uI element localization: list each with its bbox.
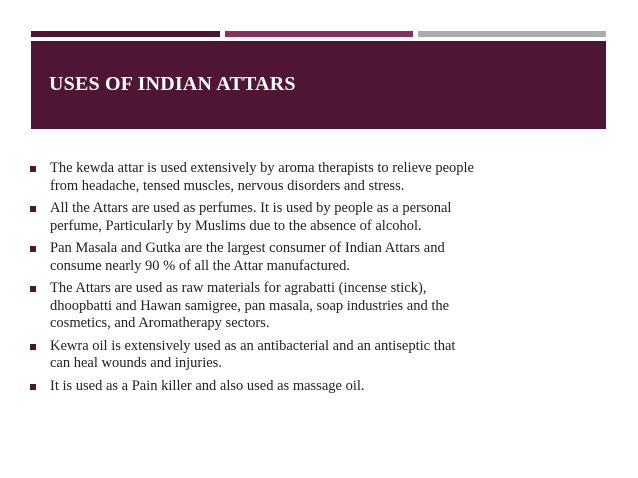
square-bullet-icon: [30, 384, 36, 390]
square-bullet-icon: [30, 246, 36, 252]
bullet-line: from headache, tensed muscles, nervous disorders and stress.: [50, 177, 405, 194]
bullet-line: dhoopbatti and Hawan samigree, pan masala, soap industries and the: [50, 297, 450, 314]
bullet-line: The Attars are used as raw materials for agrabatti (incense stick),: [50, 280, 427, 296]
bullet-item: [30, 280, 590, 333]
bullet-item: [30, 338, 590, 373]
bullet-line: consume nearly 90 % of all the Attar manufactured.: [50, 257, 350, 274]
bullet-item: [30, 378, 590, 396]
square-bullet-icon: [30, 344, 36, 350]
accent-bar-mid: [225, 31, 413, 37]
bullet-line: It is used as a Pain killer and also used as massage oil.: [50, 377, 365, 394]
bullet-line: cosmetics, and Aromatherapy sectors.: [50, 315, 270, 331]
bullet-line: Pan Masala and Gutka are the largest consumer of Indian Attars and: [50, 240, 445, 256]
title-band: [31, 41, 606, 129]
bullet-item: [30, 240, 590, 275]
bullet-line: All the Attars are used as perfumes. It is used by people as a personal: [50, 200, 452, 216]
square-bullet-icon: [30, 286, 36, 292]
bullet-item: [30, 200, 590, 235]
bullet-line: Kewra oil is extensively used as an antibacterial and an antiseptic that: [50, 337, 456, 354]
square-bullet-icon: [30, 206, 36, 212]
bullet-item: [30, 160, 590, 195]
slide-title: USES OF INDIAN ATTARS: [49, 73, 296, 95]
bullet-line: The kewda attar is used extensively by aroma therapists to relieve people: [50, 160, 474, 176]
accent-bar-dark: [31, 31, 220, 37]
accent-bar-grey: [418, 31, 606, 37]
bullet-line: perfume, Particularly by Muslims due to the absence of alcohol.: [50, 217, 422, 234]
bullet-line: can heal wounds and injuries.: [50, 355, 222, 371]
bullet-list: [30, 160, 590, 400]
square-bullet-icon: [30, 166, 36, 172]
